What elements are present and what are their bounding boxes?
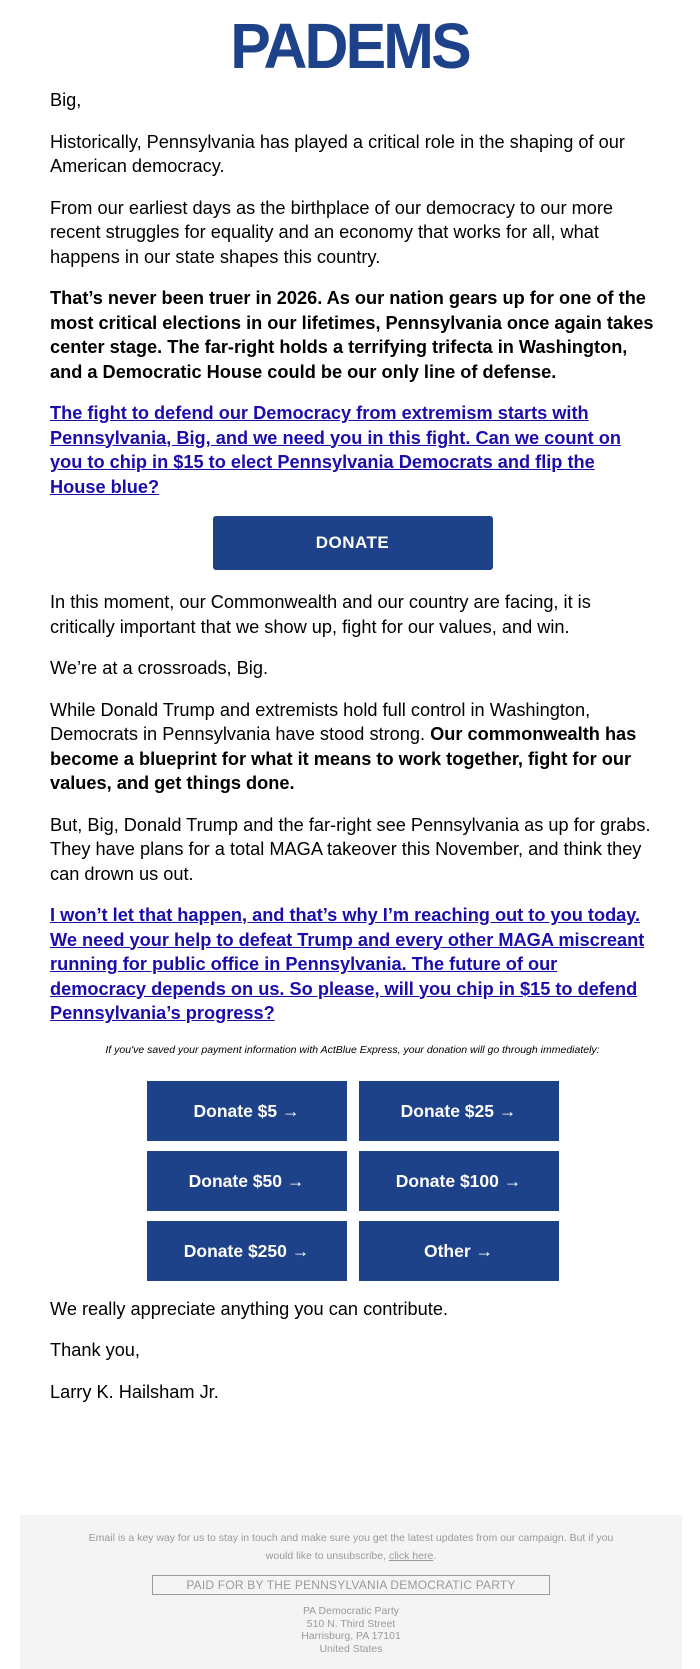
address-line: 510 N. Third Street	[306, 1617, 396, 1630]
logo-text: PADEMS	[230, 10, 470, 82]
logo[interactable]	[0, 10, 700, 82]
paragraph-5: We’re at a crossroads, Big.	[50, 658, 269, 678]
mailing-address	[20, 1605, 682, 1655]
footer	[20, 1515, 682, 1669]
address-line: PA Democratic Party	[302, 1605, 400, 1617]
footer-period: .	[433, 1550, 437, 1562]
unsubscribe-link[interactable]: click here	[388, 1550, 434, 1562]
paragraph-6-plain: While Donald Trump and extremists hold full control in Washington, Democrats in Pennsylvania have stood strong.	[50, 699, 591, 744]
donate-5-button[interactable]: Donate $5 →	[147, 1081, 347, 1141]
donation-amount-grid	[147, 1081, 559, 1281]
donate-link-2[interactable]: I won’t let that happen, and that’s why I’m reaching out to you today. We need your help to defeat Trump and every other MAGA miscreant running for public office in Pennsylvania. The future of our democracy depends on us. So please, will you chip in $15 to defend Pennsylvania’s progress?	[50, 905, 645, 1023]
closing-line: We really appreciate anything you can contribute.	[50, 1298, 449, 1319]
donate-other-button[interactable]: Other →	[359, 1221, 559, 1281]
paragraph-3-bold: That’s never been truer in 2026. As our nation gears up for one of the most critical elections in our lifetimes, Pennsylvania once again takes center stage. The far-right holds a terrifying trifecta in Washington, and a Democratic House could be our only line of defense.	[50, 288, 654, 382]
donate-250-button[interactable]: Donate $250 →	[147, 1221, 347, 1281]
paid-for-disclaimer: PAID FOR BY THE PENNSYLVANIA DEMOCRATIC PARTY	[152, 1575, 550, 1595]
donate-50-button[interactable]: Donate $50 →	[147, 1151, 347, 1211]
actblue-express-note: If you've saved your payment information with ActBlue Express, your donation will go through immediately:	[105, 1043, 600, 1056]
paragraph-4: In this moment, our Commonwealth and our country are facing, it is critically important that we show up, fight for our values, and win.	[50, 592, 591, 637]
paragraph-6	[50, 698, 655, 796]
thanks-line: Thank you,	[50, 1340, 140, 1360]
footer-message-text: Email is a key way for us to stay in touch and make sure you get the latest updates from our campaign. But if you would like to unsubscribe,	[88, 1532, 614, 1562]
email-body	[50, 88, 655, 1421]
footer-message	[81, 1529, 621, 1565]
donate-button[interactable]: DONATE	[213, 516, 493, 570]
signer-name: Larry K. Hailsham Jr.	[50, 1381, 219, 1402]
greeting: Big,	[50, 90, 82, 110]
paragraph-6-bold: Our commonwealth has become a blueprint for what it means to work together, fight for our values, and get things done.	[50, 724, 637, 793]
donate-link-1[interactable]: The fight to defend our Democracy from extremism starts with Pennsylvania, Big, and we need you in this fight. Can we count on you to chip in $15 to elect Pennsylvania Democrats and flip the House blue?	[50, 403, 621, 497]
address-line: United States	[319, 1642, 383, 1655]
address-line: Harrisburg, PA 17101	[301, 1630, 401, 1642]
donate-100-button[interactable]: Donate $100 →	[359, 1151, 559, 1211]
paragraph-2: From our earliest days as the birthplace of our democracy to our more recent struggles for equality and an economy that works for all, what happens in our state shapes this country.	[50, 197, 614, 267]
paragraph-7: But, Big, Donald Trump and the far-right see Pennsylvania as up for grabs. They have plans for a total MAGA takeover this November, and think they can drown us out.	[50, 814, 651, 884]
donate-25-button[interactable]: Donate $25 →	[359, 1081, 559, 1141]
paragraph-1: Historically, Pennsylvania has played a critical role in the shaping of our American democracy.	[50, 131, 625, 176]
